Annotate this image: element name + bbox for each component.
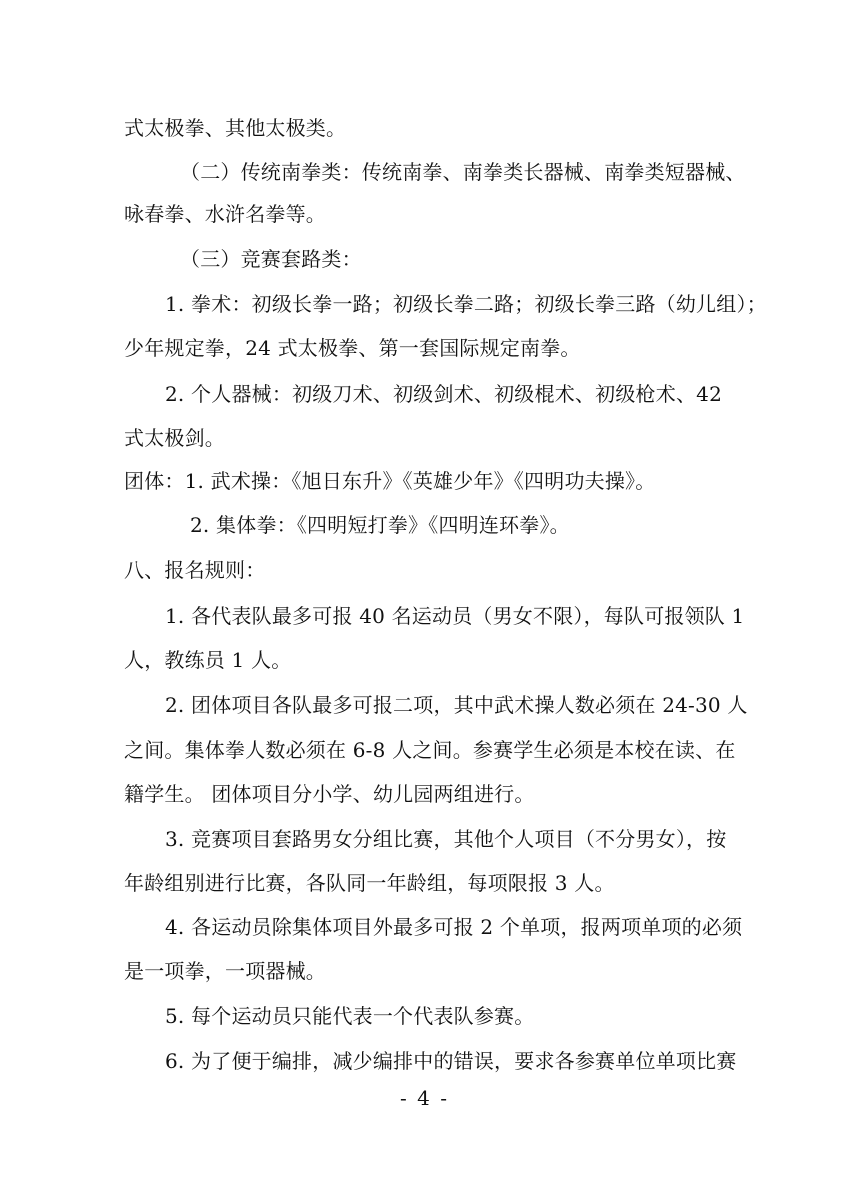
team-events-line: 团体：1. 武术操：《旭日东升》《英雄少年》《四明功夫操》。 xyxy=(124,469,656,493)
page-number: - 4 - xyxy=(400,1086,449,1110)
rule-item-3: 3. 竞赛项目套路男女分组比赛，其他个人项目（不分男女），按 xyxy=(165,827,727,851)
list-item-individual-weapons: 2. 个人器械：初级刀术、初级剑术、初级棍术、初级枪术、42 xyxy=(165,382,722,406)
rule-item-4: 4. 各运动员除集体项目外最多可报 2 个单项，报两项单项的必须 xyxy=(165,915,743,939)
section-heading-traditional-southern-fist: （二）传统南拳类：传统南拳、南拳类长器械、南拳类短器械、 xyxy=(180,160,746,184)
rule-item-5: 5. 每个运动员只能代表一个代表队参赛。 xyxy=(165,1004,535,1028)
section-heading-registration-rules: 八、报名规则： xyxy=(124,558,266,582)
paragraph-line: 咏春拳、水浒名拳等。 xyxy=(124,202,326,226)
paragraph-line: 少年规定拳，24 式太极拳、第一套国际规定南拳。 xyxy=(124,336,581,360)
rule-item-1: 1. 各代表队最多可报 40 名运动员（男女不限），每队可报领队 1 xyxy=(165,604,745,628)
paragraph-line: 之间。集体拳人数必须在 6-8 人之间。参赛学生必须是本校在读、在 xyxy=(124,738,736,762)
rule-item-2: 2. 团体项目各队最多可报二项，其中武术操人数必须在 24-30 人 xyxy=(165,693,748,717)
paragraph-line: 是一项拳，一项器械。 xyxy=(124,959,326,983)
team-events-group-fist-line: 2. 集体拳：《四明短打拳》《四明连环拳》。 xyxy=(190,513,570,537)
list-item-boxing: 1. 拳术：初级长拳一路；初级长拳二路；初级长拳三路（幼儿组）； xyxy=(165,292,767,316)
rule-item-6: 6. 为了便于编排，减少编排中的错误，要求各参赛单位单项比赛 xyxy=(165,1049,737,1073)
section-heading-competition-routines: （三）竞赛套路类： xyxy=(180,247,362,271)
paragraph-line: 人，教练员 1 人。 xyxy=(124,648,292,672)
paragraph-line: 籍学生。 团体项目分小学、幼儿园两组进行。 xyxy=(124,782,535,806)
paragraph-line: 式太极拳、其他太极类。 xyxy=(124,116,347,140)
paragraph-line: 式太极剑。 xyxy=(124,426,225,450)
paragraph-line: 年龄组别进行比赛，各队同一年龄组，每项限报 3 人。 xyxy=(124,871,615,895)
